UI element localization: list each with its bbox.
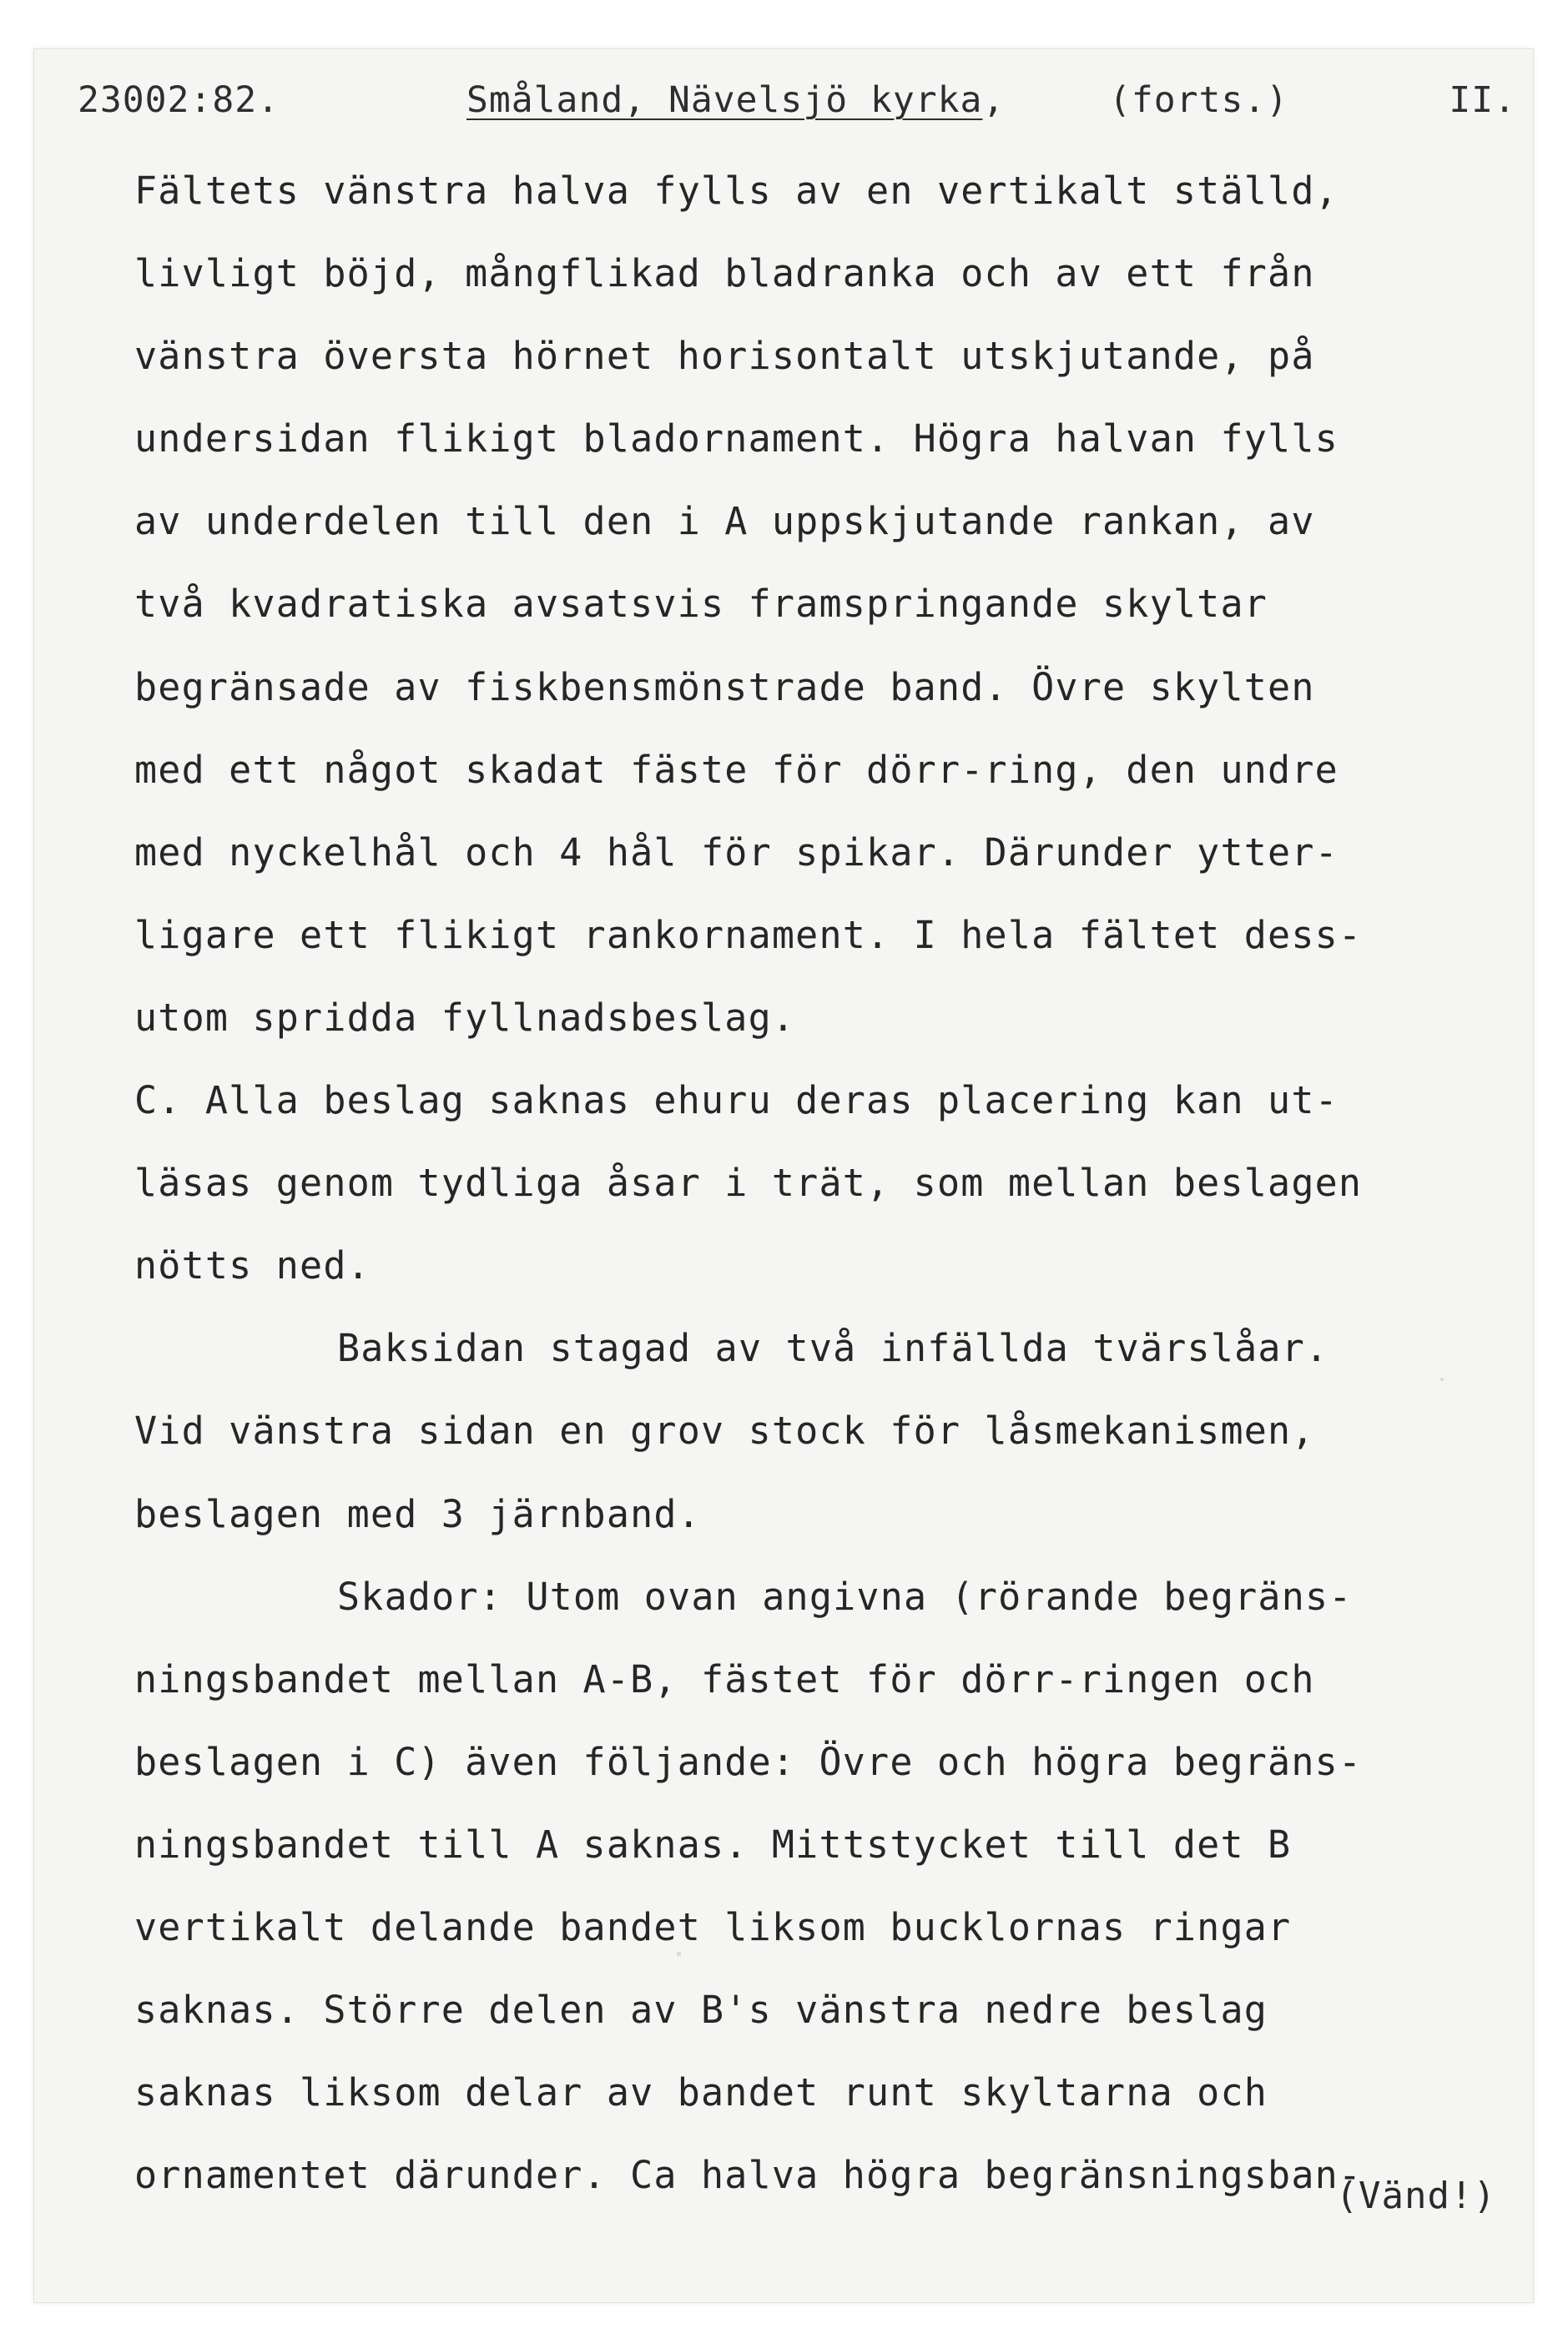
text-line: två kvadratiska avsatsvis framspringande skyltar (134, 582, 1268, 627)
text-line: saknas. Större delen av B's vänstra nedre beslag (134, 1988, 1268, 2033)
sheet-number: II. (1449, 79, 1516, 121)
text-line: ningsbandet mellan A-B, fästet för dörr-ringen och (134, 1656, 1315, 1701)
text-line: saknas liksom delar av bandet runt skyltarna och (134, 2070, 1268, 2115)
text-line: nötts ned. (134, 1243, 371, 1288)
text-line: beslagen i C) även följande: Övre och högra begräns- (134, 1739, 1363, 1784)
text-line: med ett något skadat fäste för dörr-ring, den undre (134, 747, 1339, 792)
text-line: läsas genom tydliga åsar i trät, som mellan beslagen (134, 1161, 1363, 1206)
text-line: C. Alla beslag saknas ehuru deras placering kan ut- (134, 1078, 1339, 1123)
text-line: undersidan flikigt bladornament. Högra halvan fylls (134, 416, 1339, 461)
text-line: vertikalt delande bandet liksom bucklornas ringar (134, 1904, 1292, 1949)
catalog-number: 23002:82. (78, 79, 280, 121)
description-text (134, 149, 1495, 2216)
text-line: livligt böjd, mångflikad bladranka och av ett från (134, 251, 1315, 296)
text-line: med nyckelhål och 4 hål för spikar. Därunder ytter- (134, 829, 1339, 875)
text-line: ornamentet därunder. Ca halva högra begränsningsban- (134, 2153, 1363, 2198)
text-line: vänstra översta hörnet horisontalt utskjutande, på (134, 334, 1315, 379)
text-line: Skador: Utom ovan angivna (rörande begräns- (337, 1574, 1353, 1619)
text-line: Vid vänstra sidan en grov stock för låsmekanismen, (134, 1409, 1315, 1454)
turn-over-note: (Vänd!) (1335, 2175, 1496, 2217)
place-name: Småland, Nävelsjö kyrka (466, 79, 983, 121)
text-line: ningsbandet till A saknas. Mittstycket till det B (134, 1822, 1292, 1867)
place-title (466, 79, 1005, 121)
index-card (33, 48, 1534, 2303)
text-line: utom spridda fyllnadsbeslag. (134, 995, 796, 1040)
place-suffix: , (982, 79, 1006, 121)
text-line: Baksidan stagad av två infällda tvärslåar. (337, 1326, 1329, 1371)
text-line: beslagen med 3 järnband. (134, 1491, 702, 1536)
text-line: Fältets vänstra halva fylls av en vertikalt ställd, (134, 169, 1339, 213)
card-header (78, 79, 1516, 138)
continued-label: (forts.) (1109, 79, 1289, 121)
paper-speck (1440, 1378, 1444, 1381)
text-line: av underdelen till den i A uppskjutande rankan, av (134, 499, 1315, 544)
text-line: begränsade av fiskbensmönstrade band. Övre skylten (134, 664, 1315, 709)
text-line: ligare ett flikigt rankornament. I hela fältet dess- (134, 912, 1363, 957)
paper-speck (677, 1952, 681, 1956)
